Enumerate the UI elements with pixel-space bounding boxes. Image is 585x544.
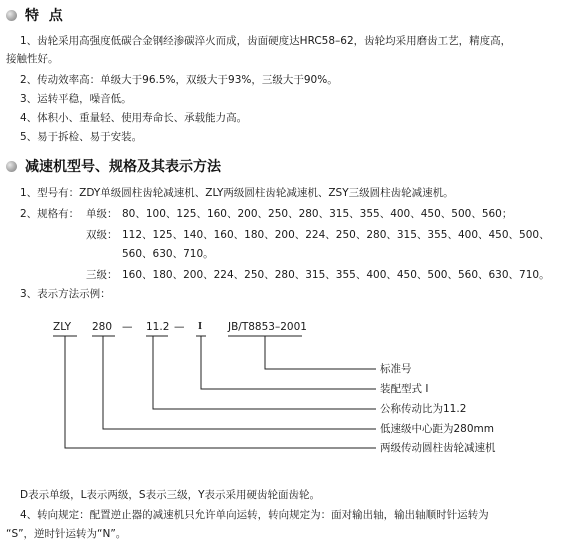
note-rotation-cont: “S”，逆时针运转为“N”。: [6, 528, 127, 540]
label-ratio: 公称传动比为11.2: [380, 403, 467, 415]
spec-triple-label: 三级：: [86, 269, 118, 281]
leader-distance: [103, 336, 376, 429]
diagram-distance: 280: [92, 321, 113, 333]
leader-standard: [265, 336, 376, 369]
features-title: 特 点: [25, 8, 63, 24]
spec-prefix: 2、规格有：: [20, 208, 80, 220]
spec-double-values: 112、125、140、160、180、200、224、250、280、315、355、400、450、500、: [122, 229, 550, 241]
example-label: 3、表示方法示例：: [20, 288, 111, 300]
feature-item-1-cont: 接触性好。: [6, 53, 59, 65]
diagram-dash-2: —: [174, 321, 185, 333]
note-rotation: 4、转向规定：配置逆止器的减速机只允许单向运转，转向规定为：面对输出轴，输出轴顺时针运转为: [20, 509, 489, 521]
feature-item-3: 3、运转平稳，噪音低。: [20, 93, 132, 105]
diagram-standard: JB/T8853–2001: [228, 321, 307, 333]
label-distance: 低速级中心距为280mm: [380, 423, 494, 435]
diagram-code: ZLY: [53, 321, 72, 333]
models-title: 减速机型号、规格及其表示方法: [25, 159, 221, 175]
label-assembly: 装配型式 I: [380, 383, 429, 395]
feature-item-2: 2、传动效率高：单级大于96.5%，双级大于93%，三级大于90%。: [20, 74, 338, 86]
leader-assembly: [201, 336, 376, 389]
leader-code: [65, 336, 376, 448]
spec-double-label: 双级：: [86, 229, 118, 241]
diagram-ratio: 11.2: [146, 321, 170, 333]
models-types: 1、型号有：ZDY单级圆柱齿轮减速机、ZLY两级圆柱齿轮减速机、ZSY三级圆柱齿轮减速机。: [20, 187, 454, 199]
feature-item-5: 5、易于拆检、易于安装。: [20, 131, 143, 143]
spec-single-values: 80、100、125、160、200、250、280、315、355、400、450、500、560；: [122, 208, 513, 220]
diagram-assembly: I: [198, 321, 203, 332]
spec-single-label: 单级：: [86, 208, 118, 220]
feature-item-1: 1、齿轮采用高强度低碳合金钢经渗碳淬火而成，齿面硬度达HRC58–62，齿轮均采用磨齿工艺，精度高，: [20, 35, 512, 47]
note-letters: D表示单级，L表示两级，S表示三级，Y表示采用硬齿轮面齿轮。: [20, 489, 321, 501]
diagram-dash-1: —: [122, 321, 133, 333]
spec-triple-values: 160、180、200、224、250、280、315、355、400、450、500、560、630、710。: [122, 269, 550, 281]
label-code: 两级传动圆柱齿轮减速机: [380, 442, 496, 454]
label-standard: 标准号: [380, 363, 412, 375]
feature-item-4: 4、体积小、重量轻、使用寿命长、承载能力高。: [20, 112, 248, 124]
spec-double-values-cont: 560、630、710。: [122, 248, 214, 260]
